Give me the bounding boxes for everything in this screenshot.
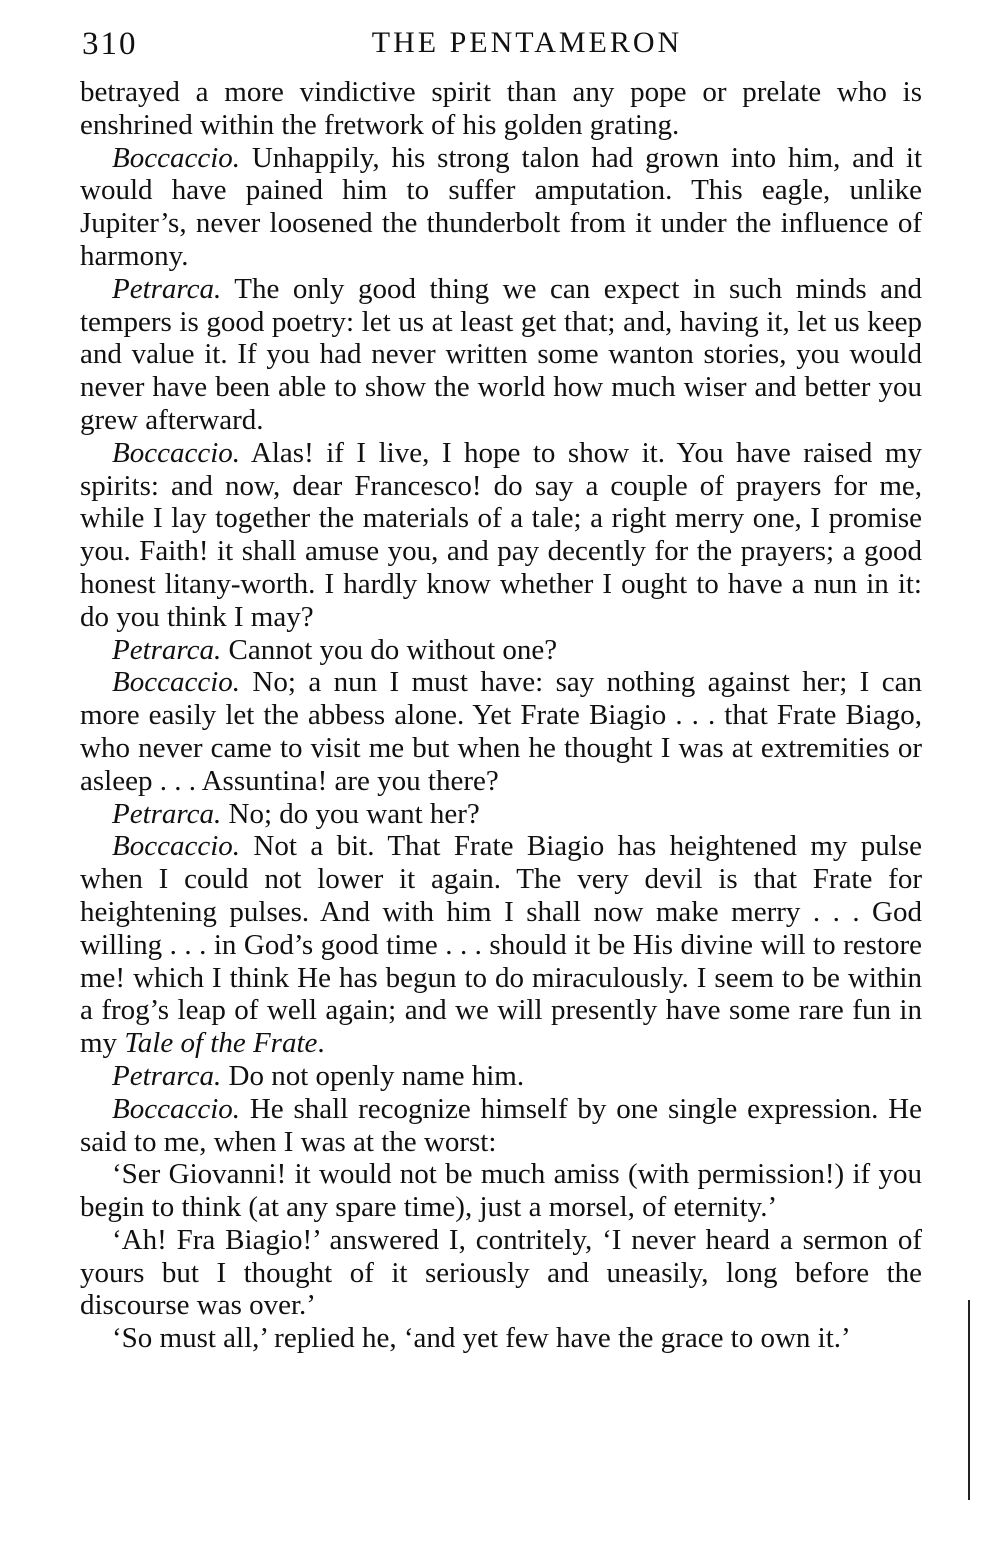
paragraph: Boccaccio. Alas! if I live, I hope to show it. You have raised my spirits: and now, dear Francesco! do say a couple of prayers for me, while I lay together the materials of a tale; a right merry one, I promise you. Faith! it shall amuse you, and pay decently for the prayers; a good honest litany-worth. I hardly know whether I ought to have a nun in it: do you think I may? [80,436,922,633]
paragraph: Boccaccio. No; a nun I must have: say nothing against her; I can more easily let the abbess alone. Yet Frate Biagio . . . that Frate Biago, who never came to visit me but when he thought I was at extremities or asleep . . . Assuntina! are you there? [80,666,922,797]
paragraph: Petrarca. Cannot you do without one? [112,633,558,666]
paragraph: ‘Ah! Fra Biagio!’ answered I, contritely, ‘I never heard a sermon of yours but I thought of it seriously and uneasily, long before the discourse was over.’ [80,1223,922,1322]
paragraph: Boccaccio. Not a bit. That Frate Biagio has heightened my pulse when I could not lower it again. The very devil is that Frate for heightening pulses. And with him I shall now make merry . . . God willing . . . in God’s good time . . . should it be His divine will to restore me! which I think He has begun to do miraculously. I seem to be within a frog’s leap of well again; and we will presently have some rare fun in my Tale of the Frate. [80,830,922,1060]
speaker-name: Boccaccio. [112,1092,241,1125]
page-number: 310 [82,26,138,62]
paragraph: Petrarca. The only good thing we can expect in such minds and tempers is good poetry: let us at least get that; and, having it, let us keep and value it. If you had never written some wanton stories, you would never have been able to show the world how much wiser and better you grew afterward. [80,272,922,436]
speaker-name: Boccaccio. [112,141,241,174]
paragraph: Petrarca. Do not openly name him. [112,1059,525,1092]
running-title: THE PENTAMERON [371,26,683,59]
speaker-name: Boccaccio. [112,830,241,863]
speaker-name: Petrarca. [112,633,222,666]
paragraph: Petrarca. No; do you want her? [112,797,480,830]
book-title: Tale of the Frate [124,1027,318,1060]
speaker-name: Petrarca. [112,272,222,305]
speaker-name: Boccaccio. [112,666,241,699]
paragraph: Boccaccio. Unhappily, his strong talon had grown into him, and it would have pained him to suffer amputation. This eagle, unlike Jupiter’s, never loosened the thunderbolt from it under the influence of harmony. [80,141,922,272]
speaker-name: Petrarca. [112,797,222,830]
speaker-name: Petrarca. [112,1059,222,1092]
speaker-name: Boccaccio. [112,436,241,469]
paragraph: ‘So must all,’ replied he, ‘and yet few have the grace to own it.’ [112,1322,851,1355]
margin-rule [968,1300,970,1500]
paragraph: ‘Ser Giovanni! it would not be much amiss (with permission!) if you begin to think (at any spare time), just a morsel, of eternity.’ [80,1158,922,1224]
page-header [82,14,922,70]
paragraph: Boccaccio. He shall recognize himself by one single expression. He said to me, when I was at the worst: [80,1092,922,1158]
text-body [80,76,922,1355]
paragraph: betrayed a more vindictive spirit than any pope or prelate who is enshrined within the fretwork of his golden grating. [80,76,922,141]
